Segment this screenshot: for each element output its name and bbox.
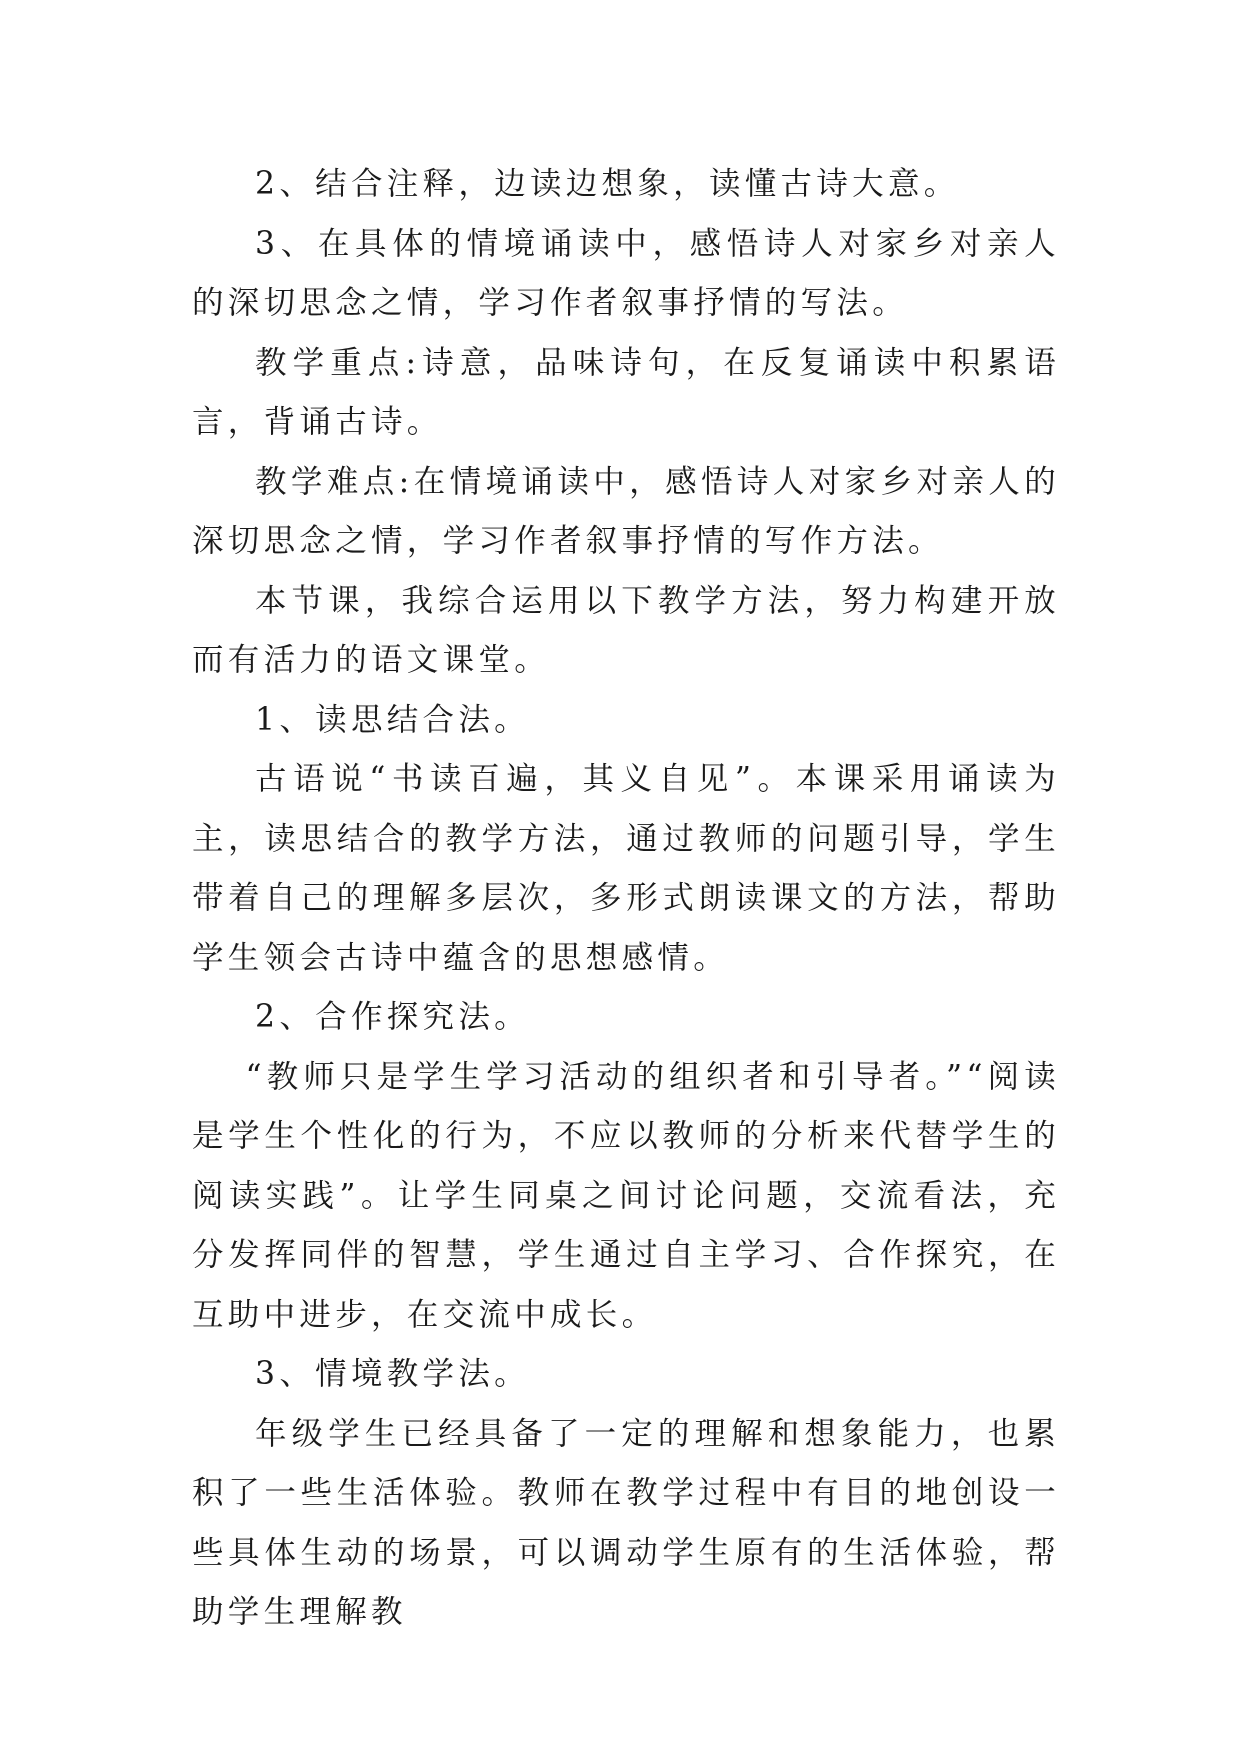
heading-method-3: 3、情境教学法。 [255,1356,530,1392]
paragraph-key-point: 教学重点:诗意，品味诗句，在反复诵读中积累语言，背诵古诗。 [192,344,1060,440]
paragraph-objective-3: 3、在具体的情境诵读中，感悟诗人对家乡对亲人的深切思念之情，学习作者叙事抒情的写法。 [192,225,1060,321]
document-body [192,155,1060,1643]
heading-method-1: 1、读思结合法。 [255,701,530,738]
paragraph-objective-2: 2、结合注释，边读边想象，读懂古诗大意。 [255,166,960,202]
paragraph-difficult-point: 教学难点:在情境诵读中，感悟诗人对家乡对亲人的深切思念之情，学习作者叙事抒情的写作方法。 [192,463,1060,559]
heading-method-2: 2、合作探究法。 [255,999,530,1035]
paragraph-method-2: “教师只是学生学习活动的组织者和引导者。”“阅读是学生个性化的行为，不应以教师的分析来代替学生的阅读实践”。让学生同桌之间讨论问题，交流看法，充分发挥同伴的智慧，学生通过自主学习、合作探究，在互助中进步，在交流中成长。 [192,1058,1060,1333]
paragraph-method-1: 古语说“书读百遍，其义自见”。本课采用诵读为主，读思结合的教学方法，通过教师的问题引导，学生带着自己的理解多层次，多形式朗读课文的方法，帮助学生领会古诗中蕴含的思想感情。 [192,761,1060,976]
paragraph-methods-intro: 本节课，我综合运用以下教学方法，努力构建开放而有活力的语文课堂。 [192,582,1060,678]
paragraph-method-3: 年级学生已经具备了一定的理解和想象能力，也累积了一些生活体验。教师在教学过程中有目的地创设一些具体生动的场景，可以调动学生原有的生活体验，帮助学生理解教 [192,1415,1060,1630]
